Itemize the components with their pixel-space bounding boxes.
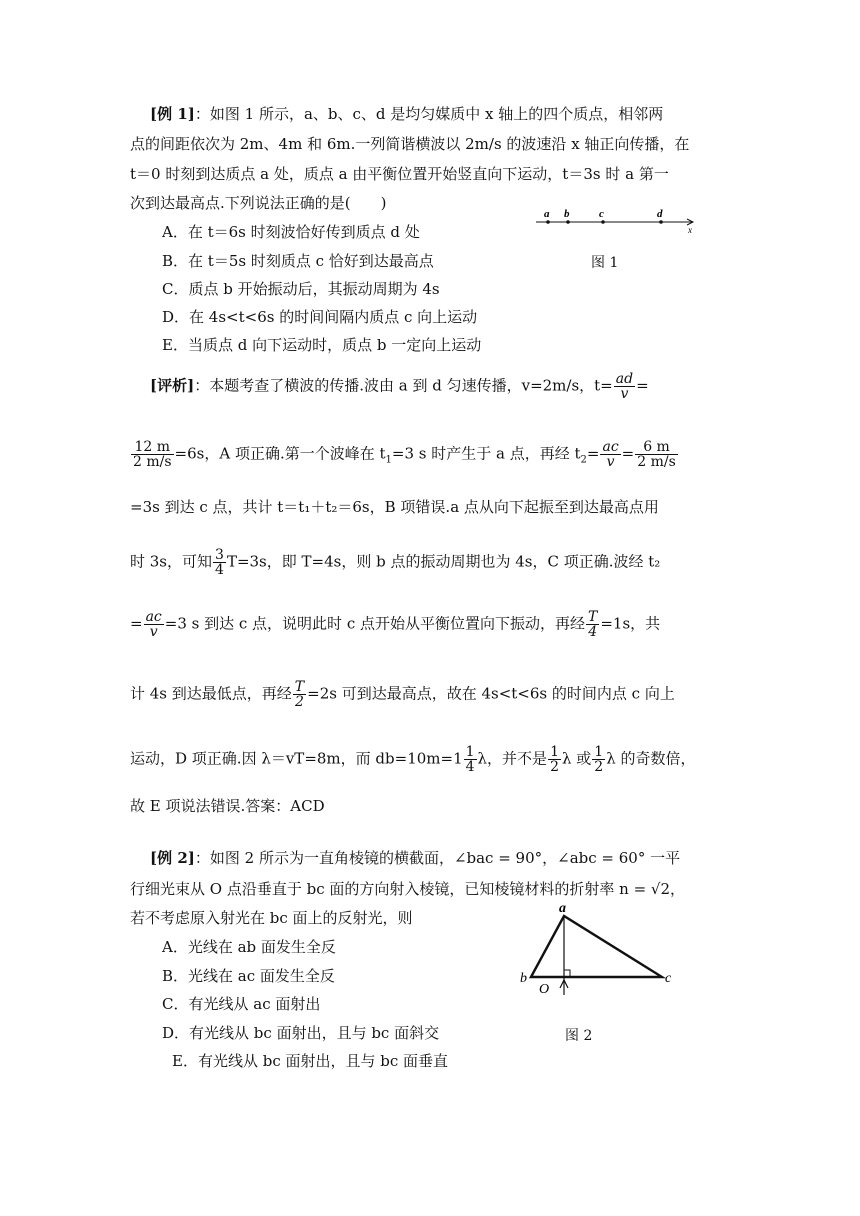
frac-T-4: $\frac{T}{4}$ xyxy=(588,609,598,640)
analysis-line3: =3s 到达 c 点，共计 t＝t₁＋t₂＝6s，B 项错误.a 点从向下起振至到达最高点用 xyxy=(130,498,659,516)
analysis-line4: 时 3s，可知 $\frac{3}{4}$ T=3s，即 T=4s，则 b 点的振动周期也为 4s，C 项正确.波经 t₂ xyxy=(130,547,661,578)
analysis-tag: [评析] xyxy=(150,376,195,395)
ex2-stem-line2: 行细光束从 O 点沿垂直于 bc 面的方向射入棱镜，已知棱镜材料的折射率 n = √2， xyxy=(130,880,686,898)
x-axis-label: x xyxy=(688,225,692,235)
ex2-stem-line3: 若不考虑原入射光在 bc 面上的反射光，则 xyxy=(130,909,413,927)
frac-T-2: $\frac{T}{2}$ xyxy=(294,679,305,710)
frac-6m: $\frac{6 m}{2 m/s}$ xyxy=(637,439,676,470)
analysis-line5: = $\frac{ac}{v}$ =3 s 到达 c 点，说明此时 c 点开始从平衡位置向下振动，再经 $\frac{T}{4}$ =1s，共 xyxy=(130,609,661,640)
ex2-tag: [例 2] xyxy=(150,849,195,867)
point-b-dot xyxy=(566,220,570,224)
ex1-option-d: D．在 4s<t<6s 的时间间隔内质点 c 向上运动 xyxy=(162,308,478,326)
ex1-stem-line3: t＝0 时刻到达质点 a 处，质点 a 由平衡位置开始竖直向下运动，t＝3s 时 a 第一 xyxy=(130,165,669,183)
ex2-option-d: D．有光线从 bc 面射出，且与 bc 面斜交 xyxy=(162,1024,440,1042)
analysis-line2: $\frac{12 m}{2 m/s}$ =6s，A 项正确.第一个波峰在 $t_1=3$ s 时产生于 a 点，再经 $t_2=$ $\frac{ac}{v}$ = $\frac{6 m}{2 m/s}$ xyxy=(133,439,676,470)
analysis-line6: 计 4s 到达最低点，再经 $\frac{T}{2}$ =2s 可到达最高点，故在 4s<t<6s 的时间内点 c 向上 xyxy=(130,679,675,710)
frac-ac-v: $\frac{ac}{v}$ xyxy=(602,439,619,470)
figure-2-caption: 图 2 xyxy=(565,1028,593,1044)
ex2-stem-line1: [例 2]：如图 2 所示为一直角棱镜的横截面，∠bac = 90°，∠abc = 60° 一平 xyxy=(150,849,681,867)
prism-triangle xyxy=(531,916,662,977)
vertex-a-label: a xyxy=(559,901,566,916)
frac-1-2a: $\frac{1}{2}$ xyxy=(550,744,559,775)
figure-2 xyxy=(515,900,685,1000)
point-c-label: c xyxy=(599,208,604,220)
analysis-line7: 运动，D 项正确.因 λ＝vT=8m，而 db=10m=1 $\frac{1}{4}$ λ，并不是 $\frac{1}{2}$ λ 或 $\frac{1}{2}$ λ 的奇数倍， xyxy=(130,744,696,775)
ex1-option-a: A．在 t＝6s 时刻波恰好传到质点 d 处 xyxy=(162,223,420,241)
ex2-option-b: B．光线在 ac 面发生全反 xyxy=(162,967,335,985)
ex1-option-c: C．质点 b 开始振动后，其振动周期为 4s xyxy=(162,280,440,298)
point-d-dot xyxy=(659,220,663,224)
figure-1-caption: 图 1 xyxy=(591,255,619,271)
ex1-tag: [例 1] xyxy=(150,105,195,123)
point-O-label: O xyxy=(539,982,550,997)
point-b-label: b xyxy=(564,208,570,220)
frac-1-4: $\frac{1}{4}$ xyxy=(465,744,475,775)
vertex-b-label: b xyxy=(520,971,527,986)
ex1-stem-line4: 次到达最高点.下列说法正确的是( ) xyxy=(130,194,387,212)
point-d-label: d xyxy=(657,208,663,220)
analysis-line1: [评析]：本题考查了横波的传播.波由 a 到 d 匀速传播，v=2m/s，t= $\frac{ad}{v}$ = xyxy=(150,371,649,402)
figure-1 xyxy=(530,205,710,245)
ex2-option-a: A．光线在 ab 面发生全反 xyxy=(162,938,336,956)
ex1-option-e: E．当质点 d 向下运动时，质点 b 一定向上运动 xyxy=(162,336,482,354)
frac-ad-v: $\frac{ad}{v}$ xyxy=(615,371,634,402)
ex1-option-b: B．在 t＝5s 时刻质点 c 恰好到达最高点 xyxy=(162,252,434,270)
point-a-dot xyxy=(546,220,550,224)
frac-3-4: $\frac{3}{4}$ xyxy=(215,547,224,578)
ex1-stem-line1: [例 1]：如图 1 所示，a、b、c、d 是均匀媒质中 x 轴上的四个质点，相邻两 xyxy=(150,105,664,123)
ex1-stem-line2: 点的间距依次为 2m、4m 和 6m.一列简谐横波以 2m/s 的波速沿 x 轴正向传播，在 xyxy=(130,135,690,153)
frac-1-2b: $\frac{1}{2}$ xyxy=(594,744,604,775)
frac-ac-v-2: $\frac{ac}{v}$ xyxy=(145,609,162,640)
point-a-label: a xyxy=(544,208,550,220)
analysis-line8: 故 E 项说法错误.答案：ACD xyxy=(130,797,325,815)
ex2-option-c: C．有光线从 ac 面射出 xyxy=(162,995,321,1013)
frac-12m: $\frac{12 m}{2 m/s}$ xyxy=(133,439,172,470)
ex2-option-e: E．有光线从 bc 面射出，且与 bc 面垂直 xyxy=(172,1052,449,1070)
vertex-c-label: c xyxy=(665,971,672,986)
point-c-dot xyxy=(601,220,605,224)
